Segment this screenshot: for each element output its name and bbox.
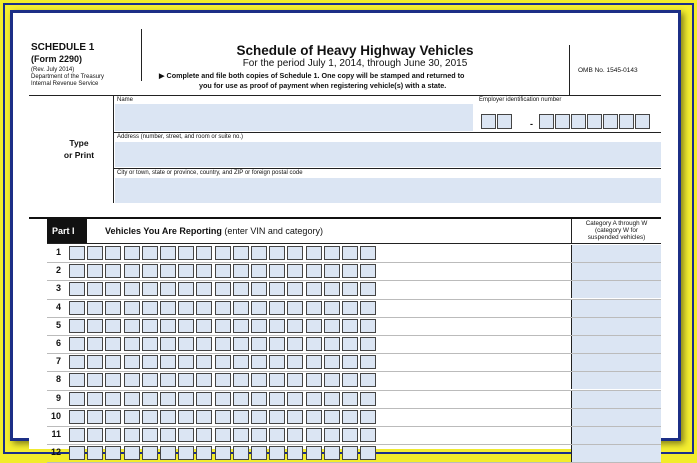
vin-character-box[interactable] [196, 373, 212, 387]
vin-character-box[interactable] [160, 337, 176, 351]
revision-date: (Rev. July 2014) [31, 67, 75, 73]
vin-character-box[interactable] [342, 410, 358, 424]
row-number: 5 [55, 319, 61, 330]
vin-character-box[interactable] [196, 246, 212, 260]
vin-character-box[interactable] [269, 355, 285, 369]
row-number: 10 [50, 410, 61, 421]
vin-character-box[interactable] [251, 337, 267, 351]
row-rule [47, 408, 661, 409]
vin-character-box[interactable] [360, 246, 376, 260]
vin-character-box[interactable] [124, 337, 140, 351]
category-cell[interactable] [571, 336, 661, 353]
category-cell[interactable] [571, 391, 661, 408]
vin-character-box[interactable] [306, 373, 322, 387]
row-number: 8 [55, 374, 61, 385]
type-or-print-label [57, 137, 101, 161]
vin-character-box[interactable] [215, 410, 231, 424]
vin-character-box[interactable] [124, 355, 140, 369]
vin-character-box[interactable] [233, 319, 249, 333]
vin-character-box[interactable] [360, 319, 376, 333]
vin-character-box[interactable] [105, 373, 121, 387]
vin-character-box[interactable] [160, 282, 176, 296]
row-rule [47, 353, 661, 354]
vin-character-box[interactable] [124, 373, 140, 387]
ein-digit-box[interactable] [587, 114, 602, 129]
vin-character-box[interactable] [287, 392, 303, 406]
vin-character-box[interactable] [269, 264, 285, 278]
vin-character-box[interactable] [233, 428, 249, 442]
name-field[interactable] [115, 104, 473, 131]
vin-character-box[interactable] [233, 246, 249, 260]
vin-character-box[interactable] [215, 428, 231, 442]
vin-character-box[interactable] [124, 301, 140, 315]
category-cell[interactable] [571, 427, 661, 444]
row-rule [47, 371, 661, 372]
vin-character-box[interactable] [105, 410, 121, 424]
part-title-main: Vehicles You Are Reporting [105, 226, 222, 236]
vin-character-box[interactable] [342, 446, 358, 460]
vin-character-box[interactable] [160, 319, 176, 333]
vin-character-box[interactable] [196, 301, 212, 315]
vin-character-box[interactable] [269, 392, 285, 406]
vin-character-box[interactable] [178, 301, 194, 315]
vin-character-box[interactable] [142, 319, 158, 333]
vin-character-box[interactable] [178, 282, 194, 296]
row-rule [47, 317, 661, 318]
vin-character-box[interactable] [69, 355, 85, 369]
omb-block [569, 45, 662, 95]
row-number: 1 [55, 247, 61, 257]
vin-character-box[interactable] [69, 282, 85, 296]
instruction-line-1: ▶ Complete and file both copies of Schedule 1. One copy will be stamped and returned to [159, 71, 465, 80]
vin-character-box[interactable] [105, 264, 121, 278]
row-rule [47, 299, 661, 300]
vin-character-box[interactable] [233, 337, 249, 351]
address-label: Address (number, street, and room or suite no.) [117, 134, 244, 140]
vin-character-box[interactable] [69, 301, 85, 315]
city-label: City or town, state or province, country, and ZIP or foreign postal code [117, 170, 303, 176]
vin-character-box[interactable] [306, 282, 322, 296]
vin-character-box[interactable] [269, 446, 285, 460]
vin-character-box[interactable] [360, 446, 376, 460]
vin-character-box[interactable] [233, 264, 249, 278]
category-header-line-2: (category W for [594, 227, 639, 234]
vin-character-box[interactable] [233, 355, 249, 369]
vin-character-box[interactable] [360, 392, 376, 406]
vin-character-box[interactable] [324, 246, 340, 260]
vin-character-box[interactable] [87, 428, 103, 442]
vin-character-box[interactable] [142, 428, 158, 442]
vin-character-box[interactable] [306, 264, 322, 278]
vin-character-box[interactable] [306, 392, 322, 406]
vin-character-box[interactable] [69, 428, 85, 442]
vin-character-box[interactable] [124, 246, 140, 260]
address-divider [113, 95, 114, 203]
vin-character-box[interactable] [87, 319, 103, 333]
vin-character-box[interactable] [306, 428, 322, 442]
ein-digit-box[interactable] [481, 114, 496, 129]
vin-character-box[interactable] [342, 246, 358, 260]
vin-character-box[interactable] [124, 428, 140, 442]
vin-character-box[interactable] [178, 355, 194, 369]
vin-character-box[interactable] [142, 355, 158, 369]
row-number: 7 [55, 356, 61, 367]
vin-character-box[interactable] [342, 373, 358, 387]
vin-character-box[interactable] [178, 446, 194, 460]
vin-character-box[interactable] [215, 319, 231, 333]
vin-character-box[interactable] [306, 355, 322, 369]
vin-character-box[interactable] [196, 282, 212, 296]
vin-character-box[interactable] [360, 337, 376, 351]
vin-character-box[interactable] [269, 410, 285, 424]
vin-character-box[interactable] [306, 337, 322, 351]
vin-character-box[interactable] [178, 264, 194, 278]
name-label: Name [117, 97, 134, 103]
table-header-rule [47, 243, 661, 244]
category-cell[interactable] [571, 245, 661, 262]
vin-character-box[interactable] [105, 392, 121, 406]
vin-character-box[interactable] [87, 264, 103, 278]
vin-character-box[interactable] [287, 428, 303, 442]
vin-character-box[interactable] [196, 410, 212, 424]
ein-digit-box[interactable] [619, 114, 634, 129]
form-number: (Form 2290) [31, 54, 83, 64]
vin-character-box[interactable] [269, 319, 285, 333]
vin-character-box[interactable] [287, 410, 303, 424]
vin-character-box[interactable] [196, 319, 212, 333]
category-column-header [571, 219, 661, 243]
vin-character-box[interactable] [324, 355, 340, 369]
row-number: 11 [51, 429, 61, 439]
vin-character-box[interactable] [342, 337, 358, 351]
vin-character-box[interactable] [142, 282, 158, 296]
vin-character-box[interactable] [324, 410, 340, 424]
ein-digit-box[interactable] [571, 114, 586, 129]
vin-character-box[interactable] [124, 264, 140, 278]
vin-character-box[interactable] [69, 319, 85, 333]
vin-character-box[interactable] [196, 392, 212, 406]
row-number: 6 [55, 338, 61, 348]
category-header-line-3: suspended vehicles) [587, 234, 646, 241]
vin-character-box[interactable] [324, 446, 340, 460]
vin-character-box[interactable] [142, 301, 158, 315]
schedule-title: SCHEDULE 1 [31, 42, 95, 53]
or-print-label: or Print [63, 150, 95, 160]
vin-character-box[interactable] [233, 373, 249, 387]
vin-character-box[interactable] [342, 282, 358, 296]
vin-character-box[interactable] [142, 337, 158, 351]
vin-character-box[interactable] [269, 246, 285, 260]
ein-digit-box[interactable] [603, 114, 618, 129]
vin-character-box[interactable] [233, 301, 249, 315]
vin-character-box[interactable] [342, 428, 358, 442]
vin-character-box[interactable] [324, 282, 340, 296]
vin-character-box[interactable] [178, 410, 194, 424]
ein-digit-box[interactable] [555, 114, 570, 129]
row-rule [47, 335, 661, 336]
vin-character-box[interactable] [233, 392, 249, 406]
vin-character-box[interactable] [215, 337, 231, 351]
vin-character-box[interactable] [251, 355, 267, 369]
category-cell[interactable] [571, 354, 661, 371]
vin-character-box[interactable] [178, 337, 194, 351]
category-cell[interactable] [571, 445, 661, 462]
row-number: 3 [55, 283, 61, 294]
category-header-line-1: Category A through W [585, 220, 648, 227]
vin-character-box[interactable] [251, 428, 267, 442]
type-label: Type [69, 138, 89, 148]
vin-character-box[interactable] [178, 319, 194, 333]
vin-character-box[interactable] [142, 446, 158, 460]
vin-character-box[interactable] [105, 446, 121, 460]
vin-character-box[interactable] [178, 392, 194, 406]
category-cell[interactable] [571, 300, 661, 317]
vin-character-box[interactable] [105, 428, 121, 442]
vin-character-box[interactable] [269, 373, 285, 387]
vin-character-box[interactable] [360, 282, 376, 296]
part-title-sub: (enter VIN and category) [224, 226, 323, 236]
vin-character-box[interactable] [160, 246, 176, 260]
vin-character-box[interactable] [124, 319, 140, 333]
vin-character-box[interactable] [342, 392, 358, 406]
vin-character-box[interactable] [360, 264, 376, 278]
document-border [10, 10, 681, 458]
vin-character-box[interactable] [178, 373, 194, 387]
category-cell[interactable] [571, 318, 661, 335]
vin-character-box[interactable] [105, 337, 121, 351]
vin-character-box[interactable] [287, 301, 303, 315]
row-number: 12 [50, 447, 61, 458]
row-rule [47, 262, 661, 263]
vin-character-box[interactable] [306, 446, 322, 460]
vin-character-box[interactable] [87, 410, 103, 424]
vin-character-box[interactable] [69, 246, 85, 260]
vin-character-box[interactable] [306, 319, 322, 333]
tax-period: For the period July 1, 2014, through June 30, 2015 [242, 58, 468, 69]
agency: Internal Revenue Service [31, 81, 99, 87]
vin-character-box[interactable] [196, 428, 212, 442]
ein-digit-box[interactable] [497, 114, 512, 129]
vin-character-box[interactable] [124, 410, 140, 424]
vin-character-box[interactable] [251, 301, 267, 315]
part-title [105, 226, 323, 236]
row-number: 4 [55, 301, 61, 312]
part-label: Part I [47, 219, 87, 243]
ein-digit-box[interactable] [635, 114, 650, 129]
vin-character-box[interactable] [287, 337, 303, 351]
vin-character-box[interactable] [287, 355, 303, 369]
vin-character-box[interactable] [87, 246, 103, 260]
schedule1-form [29, 29, 661, 458]
vin-character-box[interactable] [251, 373, 267, 387]
address-rule-1 [113, 132, 661, 133]
row-rule [47, 390, 661, 391]
vin-character-box[interactable] [287, 264, 303, 278]
vin-character-box[interactable] [142, 410, 158, 424]
address-field[interactable] [115, 142, 661, 167]
ein-dash: - [530, 119, 533, 129]
vin-character-box[interactable] [251, 392, 267, 406]
vin-character-box[interactable] [142, 246, 158, 260]
vin-character-box[interactable] [360, 428, 376, 442]
vin-character-box[interactable] [215, 246, 231, 260]
vin-character-box[interactable] [251, 282, 267, 296]
vin-character-box[interactable] [87, 301, 103, 315]
header-divider [29, 95, 661, 96]
instruction-line-2: you for use as proof of payment when registering vehicle(s) with a state. [199, 81, 447, 90]
vin-character-box[interactable] [215, 373, 231, 387]
row-number: 2 [55, 265, 61, 276]
vin-character-box[interactable] [105, 355, 121, 369]
vin-character-box[interactable] [324, 319, 340, 333]
vin-character-box[interactable] [251, 446, 267, 460]
vin-character-box[interactable] [178, 428, 194, 442]
category-cell[interactable] [571, 263, 661, 280]
page-title: Schedule of Heavy Highway Vehicles [236, 43, 474, 58]
ein-digit-box[interactable] [539, 114, 554, 129]
part-divider [29, 217, 661, 219]
vin-character-box[interactable] [69, 373, 85, 387]
vin-character-box[interactable] [287, 446, 303, 460]
vin-character-box[interactable] [251, 246, 267, 260]
title-block [141, 29, 569, 97]
vin-character-box[interactable] [342, 264, 358, 278]
vin-character-box[interactable] [306, 410, 322, 424]
vin-character-box[interactable] [69, 337, 85, 351]
vin-character-box[interactable] [124, 282, 140, 296]
vin-character-box[interactable] [69, 410, 85, 424]
city-field[interactable] [115, 178, 661, 203]
vin-character-box[interactable] [251, 319, 267, 333]
vin-character-box[interactable] [287, 282, 303, 296]
vin-character-box[interactable] [215, 355, 231, 369]
vin-character-box[interactable] [160, 355, 176, 369]
vin-character-box[interactable] [233, 410, 249, 424]
vin-character-box[interactable] [142, 373, 158, 387]
vin-character-box[interactable] [196, 264, 212, 278]
vin-character-box[interactable] [105, 301, 121, 315]
vin-character-box[interactable] [342, 301, 358, 315]
vin-character-box[interactable] [324, 428, 340, 442]
vin-character-box[interactable] [324, 373, 340, 387]
vin-character-box[interactable] [87, 282, 103, 296]
category-cell[interactable] [571, 372, 661, 389]
vin-character-box[interactable] [124, 446, 140, 460]
row-rule [47, 280, 661, 281]
vin-character-box[interactable] [69, 446, 85, 460]
vin-character-box[interactable] [105, 319, 121, 333]
vin-character-box[interactable] [69, 264, 85, 278]
vin-character-box[interactable] [251, 264, 267, 278]
vin-character-box[interactable] [87, 446, 103, 460]
vin-character-box[interactable] [324, 264, 340, 278]
vin-character-box[interactable] [142, 392, 158, 406]
vin-character-box[interactable] [160, 373, 176, 387]
vin-character-box[interactable] [287, 246, 303, 260]
vin-character-box[interactable] [196, 446, 212, 460]
vin-character-box[interactable] [360, 355, 376, 369]
vin-character-box[interactable] [69, 392, 85, 406]
vin-character-box[interactable] [287, 319, 303, 333]
vin-character-box[interactable] [160, 301, 176, 315]
vin-character-box[interactable] [233, 446, 249, 460]
omb-number: OMB No. 1545-0143 [578, 67, 638, 74]
ein-label: Employer identification number [479, 97, 562, 103]
vin-character-box[interactable] [215, 282, 231, 296]
schedule-id-block [29, 29, 142, 87]
vin-character-box[interactable] [160, 264, 176, 278]
vin-character-box[interactable] [360, 373, 376, 387]
vin-character-box[interactable] [324, 392, 340, 406]
vin-character-box[interactable] [360, 410, 376, 424]
category-cell[interactable] [571, 281, 661, 298]
vin-character-box[interactable] [87, 373, 103, 387]
vin-character-box[interactable] [342, 319, 358, 333]
vin-character-box[interactable] [269, 282, 285, 296]
vin-character-box[interactable] [215, 446, 231, 460]
category-cell[interactable] [571, 409, 661, 426]
vin-character-box[interactable] [324, 337, 340, 351]
address-rule-2 [113, 168, 661, 169]
vin-character-box[interactable] [87, 337, 103, 351]
vin-character-box[interactable] [269, 428, 285, 442]
vin-character-box[interactable] [233, 282, 249, 296]
vin-character-box[interactable] [196, 337, 212, 351]
vin-character-box[interactable] [306, 301, 322, 315]
vin-character-box[interactable] [215, 301, 231, 315]
vin-character-box[interactable] [215, 392, 231, 406]
vin-character-box[interactable] [360, 301, 376, 315]
vin-character-box[interactable] [124, 392, 140, 406]
vin-character-box[interactable] [251, 410, 267, 424]
vin-character-box[interactable] [178, 246, 194, 260]
vin-character-box[interactable] [160, 392, 176, 406]
vin-character-box[interactable] [269, 301, 285, 315]
vin-character-box[interactable] [342, 355, 358, 369]
vin-character-box[interactable] [287, 373, 303, 387]
vin-character-box[interactable] [105, 246, 121, 260]
vin-character-box[interactable] [215, 264, 231, 278]
department: Department of the Treasury [31, 74, 105, 80]
vin-character-box[interactable] [269, 337, 285, 351]
vin-character-box[interactable] [105, 282, 121, 296]
vin-character-box[interactable] [160, 446, 176, 460]
vin-character-box[interactable] [196, 355, 212, 369]
row-rule [47, 444, 661, 445]
vin-character-box[interactable] [160, 410, 176, 424]
vin-character-box[interactable] [324, 301, 340, 315]
vin-character-box[interactable] [160, 428, 176, 442]
vin-character-box[interactable] [142, 264, 158, 278]
vin-character-box[interactable] [87, 355, 103, 369]
row-rule [47, 426, 661, 427]
vin-character-box[interactable] [87, 392, 103, 406]
vin-character-box[interactable] [306, 246, 322, 260]
row-number: 9 [55, 392, 61, 403]
